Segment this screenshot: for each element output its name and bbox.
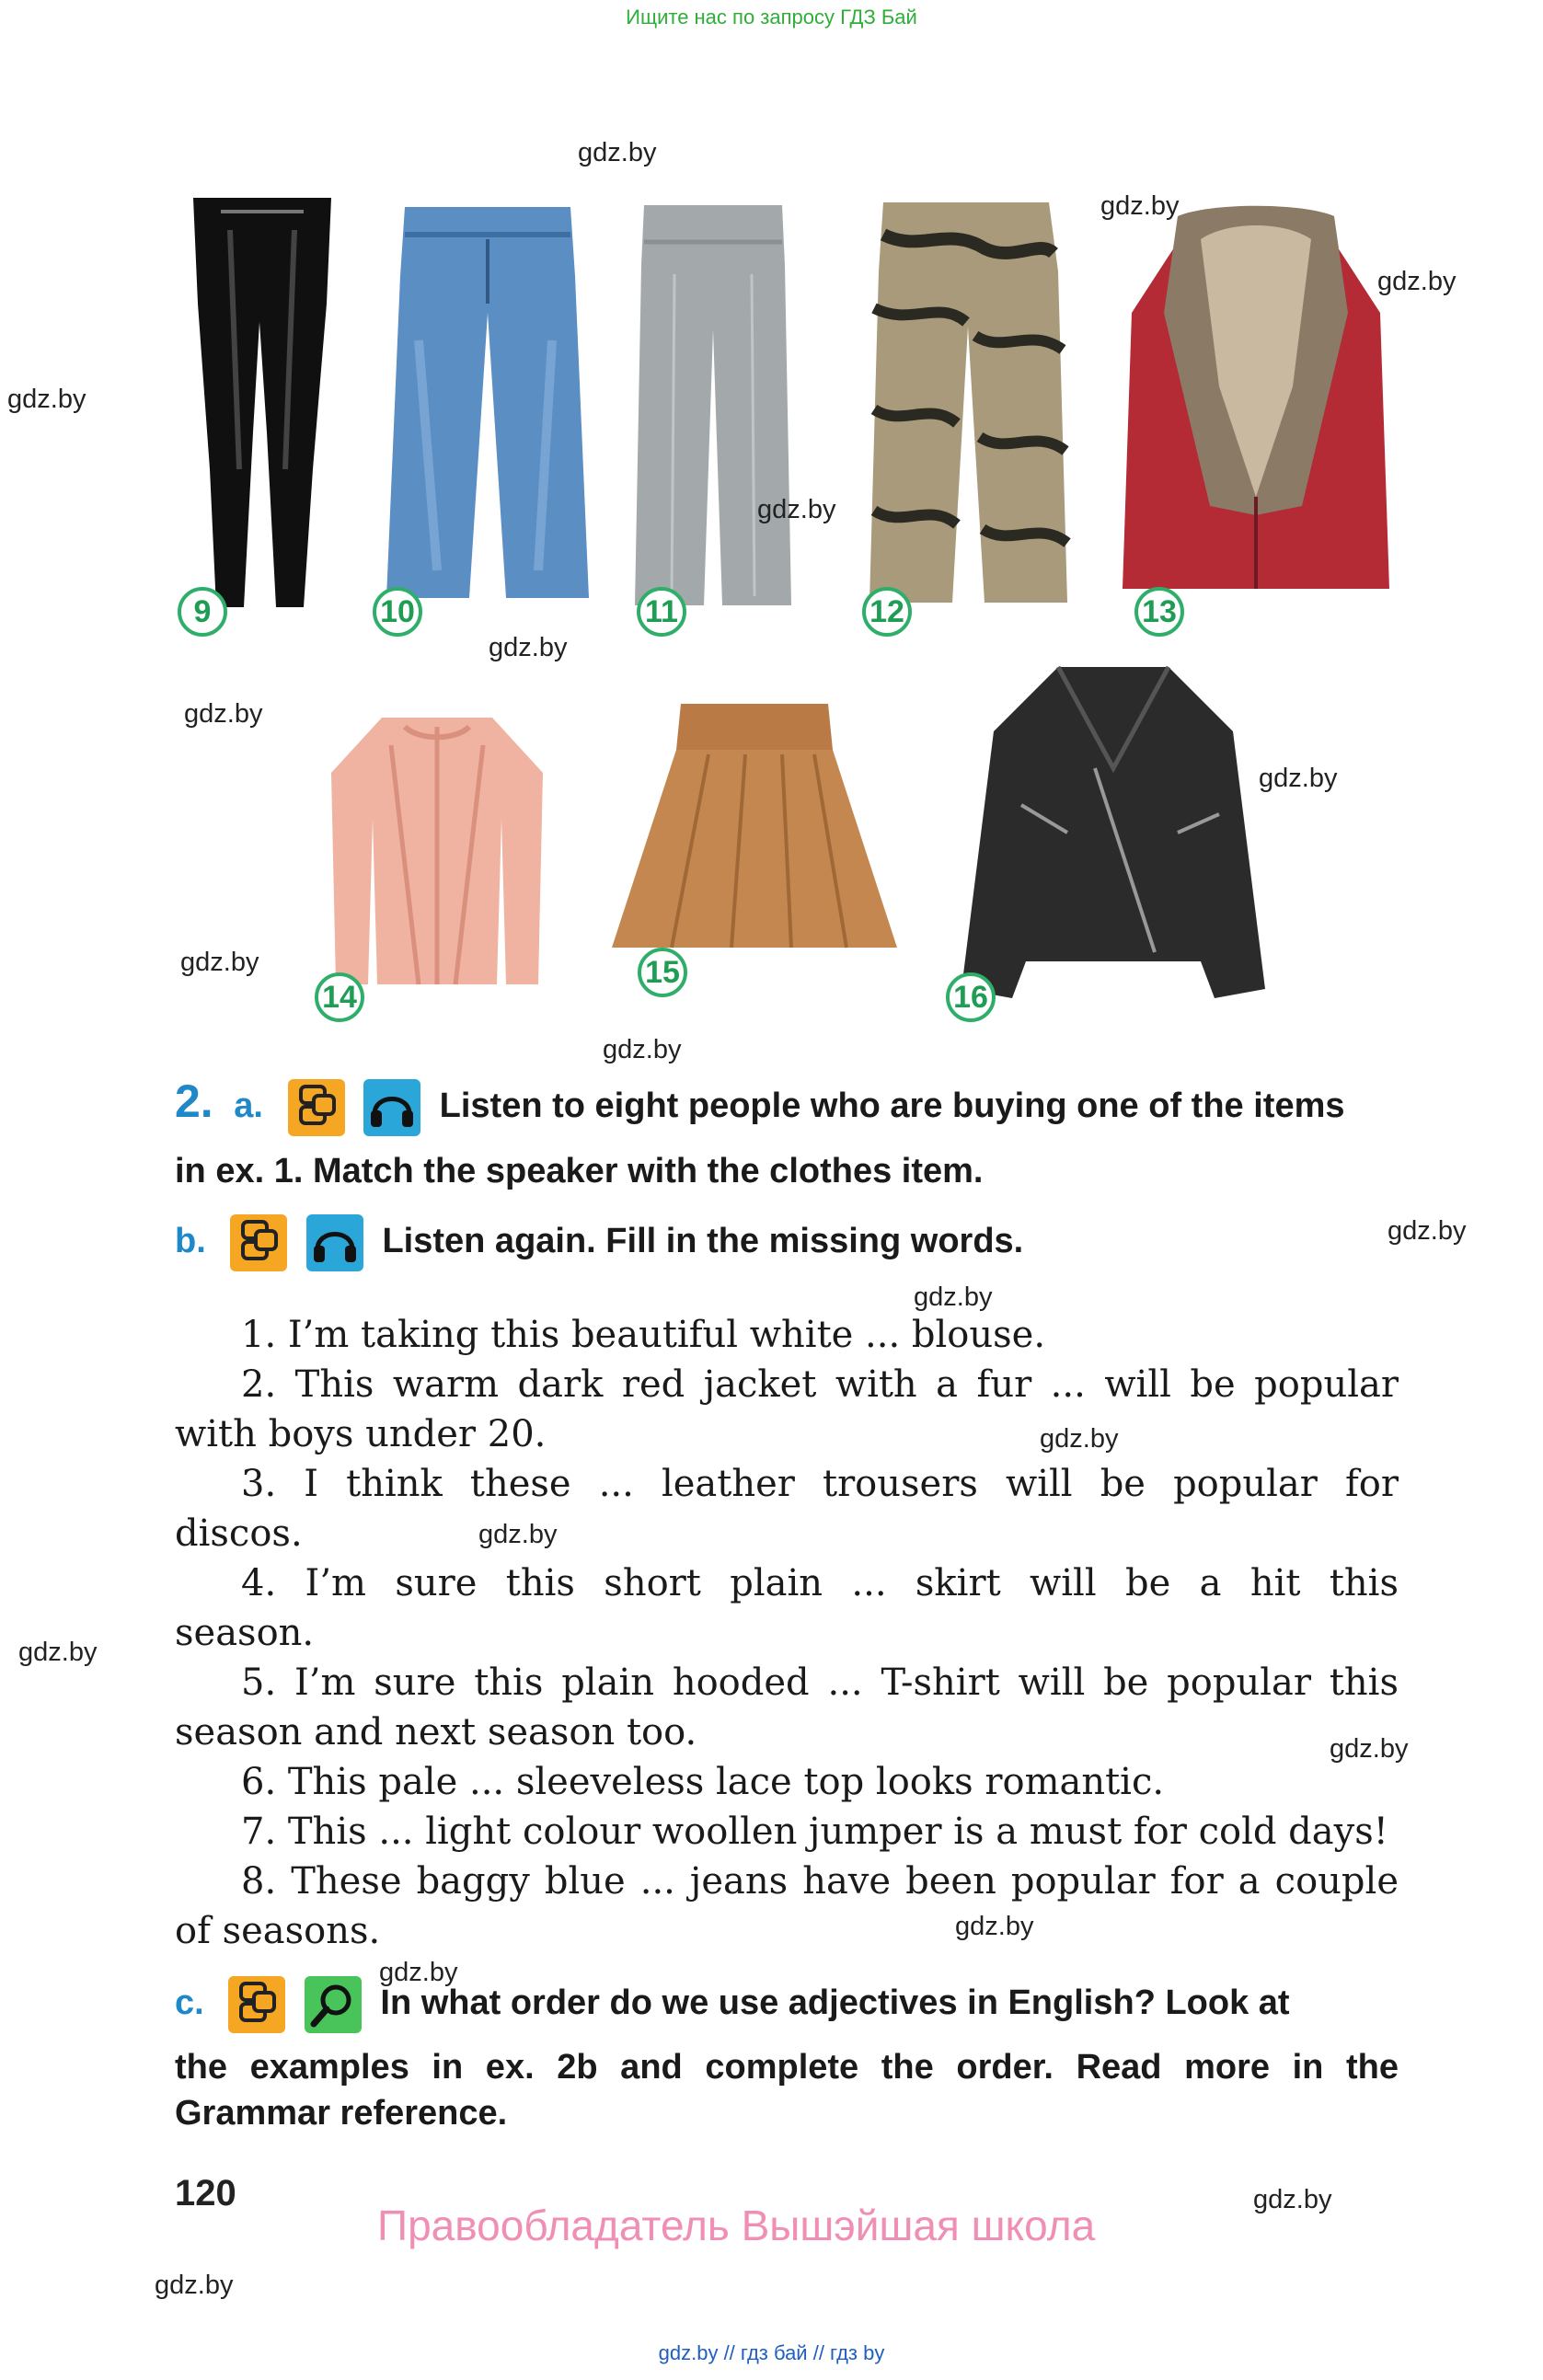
exercise-2c-line1: In what order do we use adjectives in English? Look at: [380, 1983, 1290, 2023]
exercise-number: 2.: [175, 1075, 213, 1127]
item-number-badge: 14: [315, 972, 364, 1022]
item-number-badge: 9: [178, 587, 227, 637]
item-number-badge: 10: [373, 587, 422, 637]
watermark: gdz.by: [1100, 191, 1180, 221]
headphones-icon: [363, 1079, 420, 1136]
watermark: gdz.by: [1259, 764, 1338, 793]
watermark: gdz.by: [155, 2271, 234, 2300]
item-number-badge: 13: [1134, 587, 1184, 637]
sentence-6: 6. This pale ... sleeveless lace top looks romantic.: [241, 1761, 1165, 1803]
item-number-badge: 11: [637, 587, 686, 637]
watermark: gdz.by: [603, 1035, 682, 1064]
headphones-icon: [306, 1214, 363, 1271]
sentence-2-cont: with boys under 20.: [175, 1413, 547, 1455]
item-number-badge: 16: [946, 972, 996, 1022]
task-letter-c: c.: [175, 1983, 204, 2023]
exercise-2c: [175, 1976, 1399, 2033]
sentence-8-cont: of seasons.: [175, 1910, 381, 1952]
watermark: gdz.by: [955, 1912, 1034, 1941]
watermark: gdz.by: [379, 1958, 458, 1987]
sentence-5-cont: season and next season too.: [175, 1711, 697, 1753]
item-10-jeans-image: [382, 202, 593, 607]
item-15-skirt-image: [607, 699, 902, 966]
watermark: gdz.by: [1253, 2185, 1332, 2214]
footer-links[interactable]: gdz.by // гдз бай // гдз by: [658, 2341, 885, 2364]
sentence-3: 3. I think these ... leather trousers will be popular for: [241, 1463, 1399, 1505]
watermark: gdz.by: [578, 138, 657, 167]
exercise-2a: [175, 1075, 1399, 1136]
sentence-8: 8. These baggy blue ... jeans have been popular for a couple: [241, 1860, 1399, 1903]
exercise-2c-line3: Grammar reference.: [175, 2094, 508, 2133]
exercise-2a-line2: in ex. 1. Match the speaker with the clothes item.: [175, 1152, 984, 1190]
watermark: gdz.by: [180, 948, 259, 977]
item-12-camo-trousers-image: [865, 198, 1072, 612]
pair-work-icon: [230, 1214, 287, 1271]
watermark: gdz.by: [7, 385, 86, 414]
pair-work-icon: [288, 1079, 345, 1136]
watermark: gdz.by: [757, 495, 836, 524]
watermark: gdz.by: [914, 1282, 993, 1312]
sentence-2: 2. This warm dark red jacket with a fur ... will be popular: [241, 1363, 1399, 1406]
sentence-5: 5. I’m sure this plain hooded ... T-shirt will be popular this: [241, 1661, 1399, 1704]
task-letter-a: a.: [234, 1087, 263, 1125]
item-number-badge: 15: [638, 948, 687, 997]
watermark: gdz.by: [478, 1520, 558, 1549]
exercise-2a-line1: Listen to eight people who are buying one of the items: [439, 1087, 1345, 1125]
top-banner[interactable]: Ищите нас по запросу ГДЗ Бай: [626, 6, 917, 29]
exercise-2b-text: Listen again. Fill in the missing words.: [382, 1222, 1024, 1261]
item-number-badge: 12: [862, 587, 912, 637]
task-letter-b: b.: [175, 1222, 206, 1261]
item-13-fur-jacket-image: [1118, 202, 1394, 598]
magnifier-icon: [305, 1976, 362, 2033]
pair-work-icon: [228, 1976, 285, 2033]
sentence-4-cont: season.: [175, 1612, 315, 1654]
watermark: gdz.by: [1377, 267, 1457, 296]
watermark: gdz.by: [1388, 1216, 1467, 1246]
item-14-cable-jumper-image: [327, 708, 547, 994]
item-16-leather-jacket-image: [957, 658, 1270, 1017]
copyright-notice: Правообладатель Вышэйшая школа: [377, 2202, 1096, 2249]
exercise-2b: [175, 1214, 1023, 1271]
watermark: gdz.by: [1040, 1424, 1119, 1454]
exercise-2c-line2: the examples in ex. 2b and complete the order. Read more in the: [175, 2048, 1399, 2087]
item-9-leggings-image: [175, 193, 350, 616]
sentence-3-cont: discos.: [175, 1512, 303, 1555]
sentence-1: 1. I’m taking this beautiful white ... blouse.: [241, 1314, 1046, 1356]
watermark: gdz.by: [489, 633, 568, 662]
sentence-4: 4. I’m sure this short plain ... skirt will be a hit this: [241, 1562, 1399, 1604]
watermark: gdz.by: [1330, 1734, 1409, 1764]
item-11-grey-trousers-image: [630, 201, 796, 610]
sentence-7: 7. This ... light colour woollen jumper is a must for cold days!: [241, 1811, 1388, 1853]
watermark: gdz.by: [184, 699, 263, 729]
watermark: gdz.by: [18, 1638, 98, 1667]
page-number: 120: [175, 2173, 236, 2213]
